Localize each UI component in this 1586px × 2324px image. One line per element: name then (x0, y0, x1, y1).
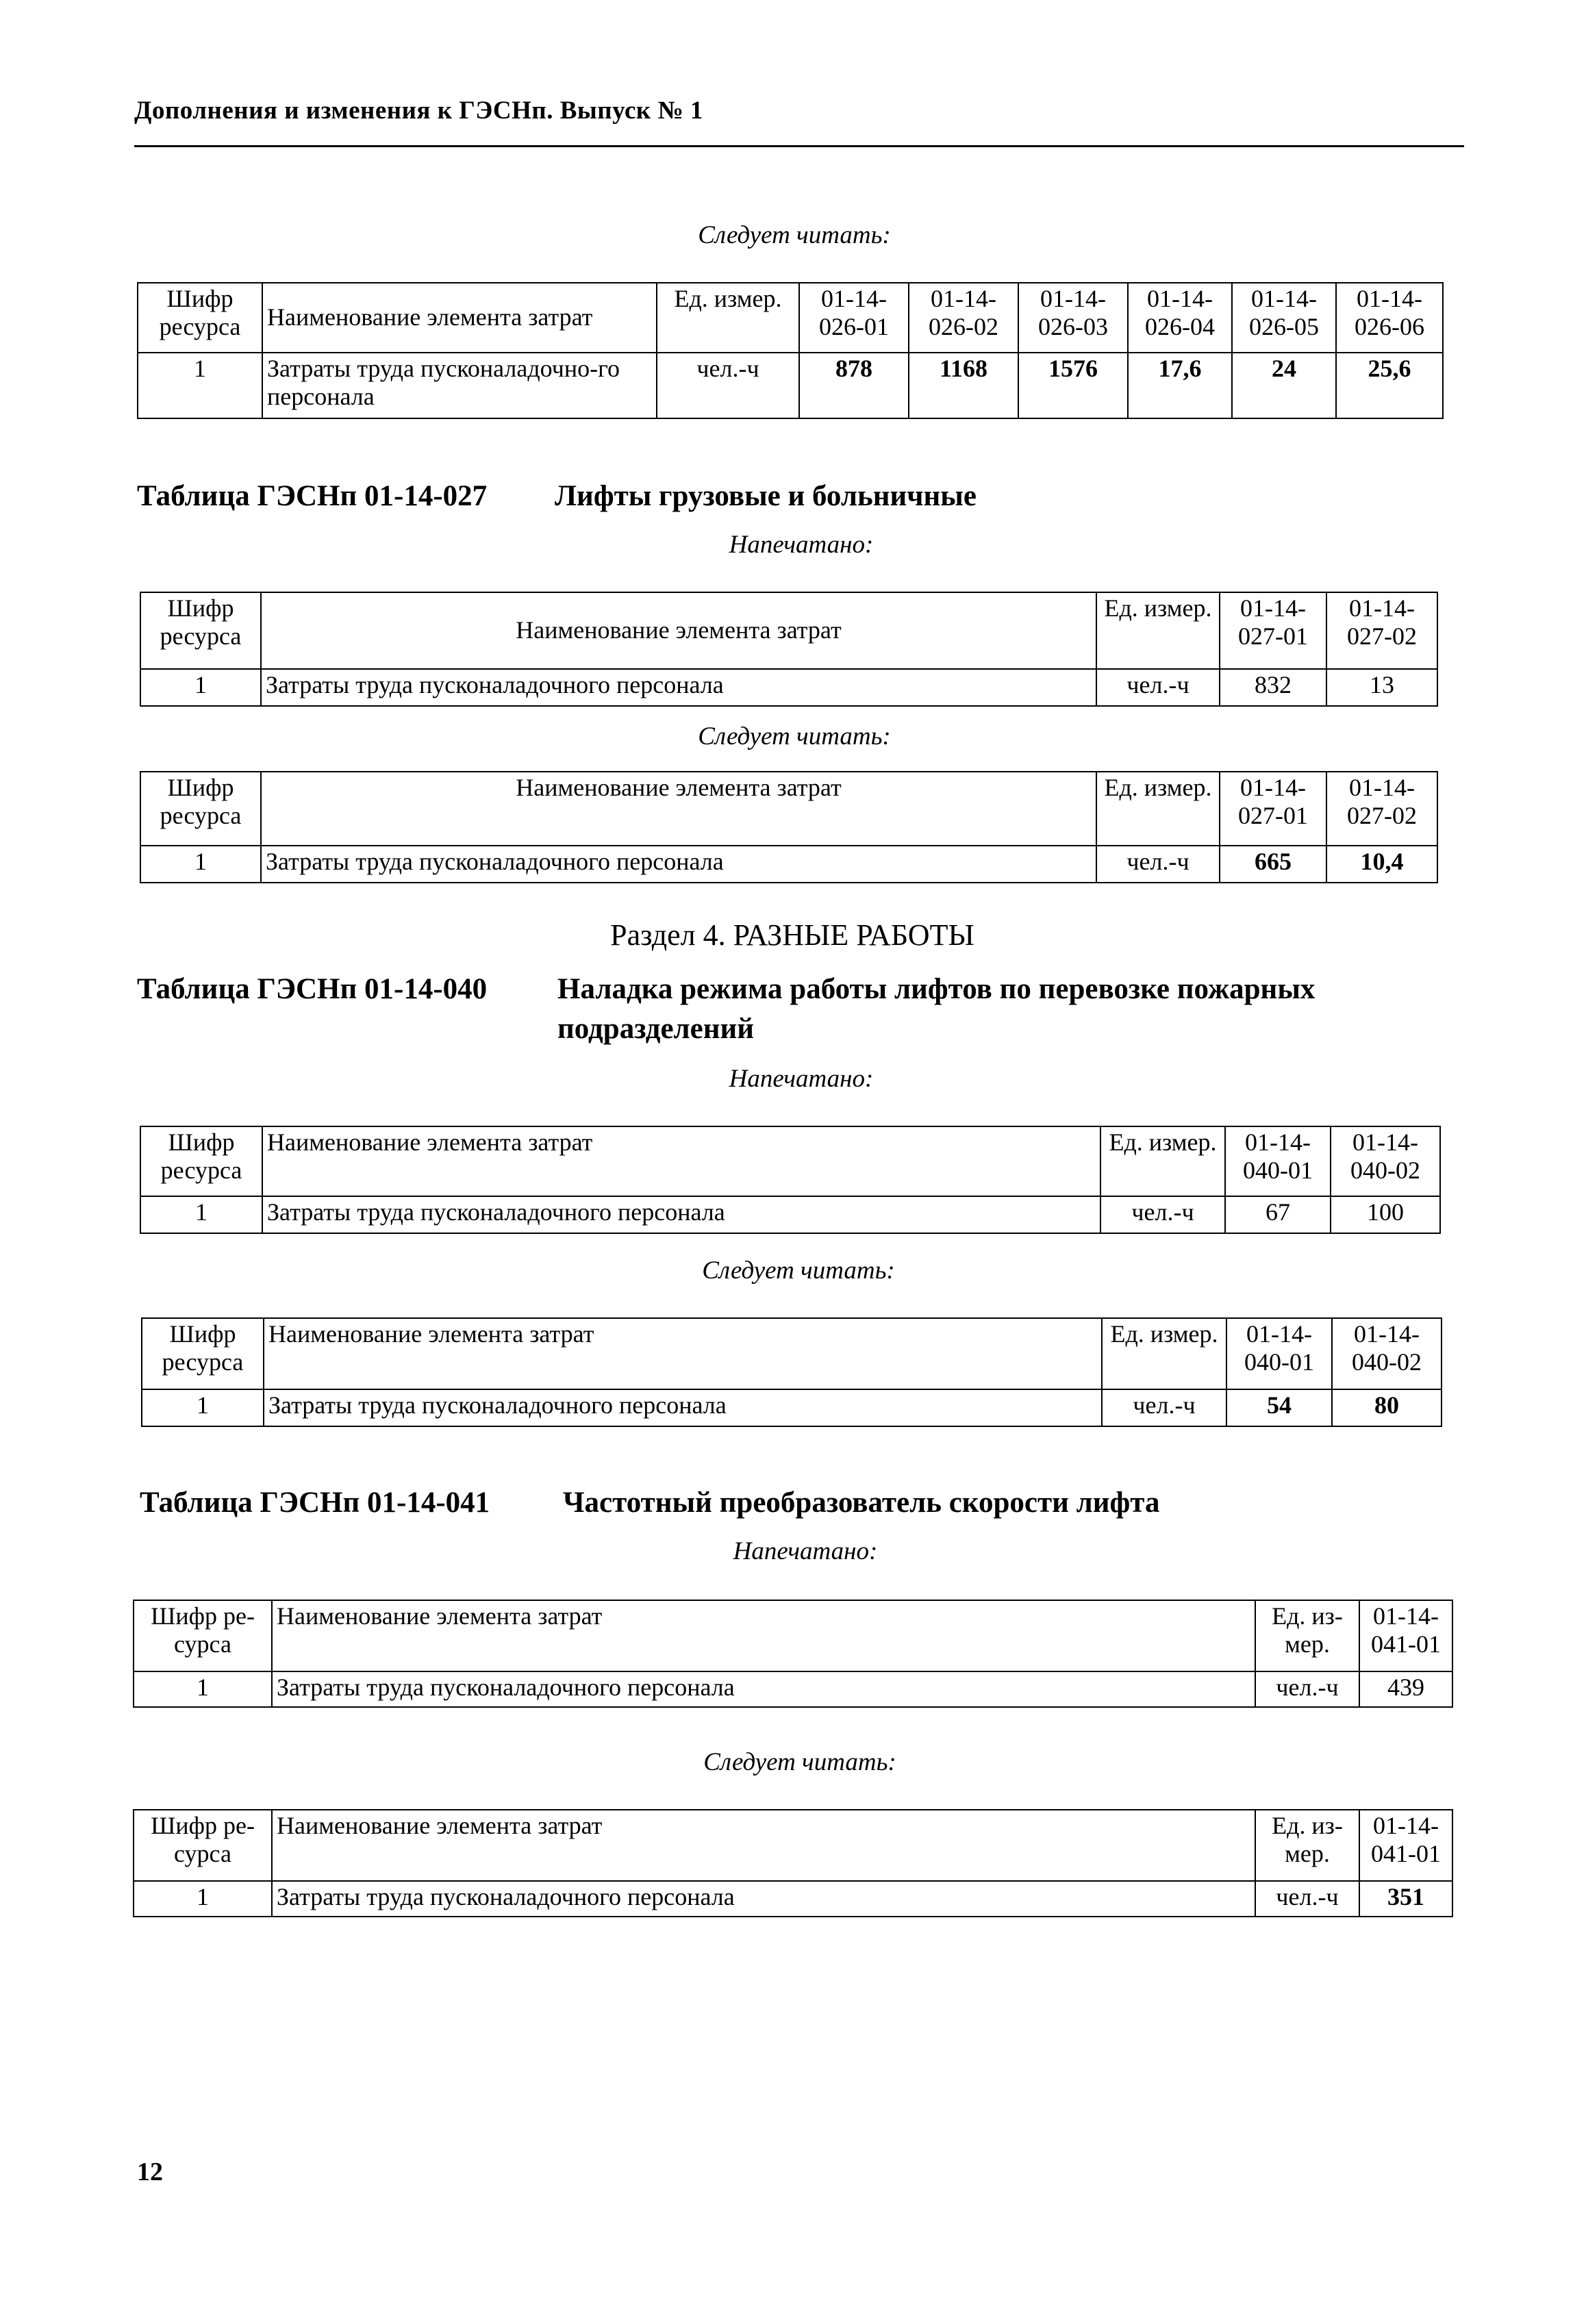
row-value: 80 (1332, 1389, 1442, 1426)
header-name: Наименование элемента затрат (264, 1318, 1102, 1389)
header-unit: Ед. измер. (1096, 772, 1220, 846)
row-name: Затраты труда пусконаладочного персонала (262, 1196, 1100, 1233)
table-row (140, 669, 1437, 706)
header-col: 01-14-040-01 (1226, 1318, 1332, 1389)
row-value: 17,6 (1128, 353, 1232, 418)
row-name: Затраты труда пусконаладочного персонала (264, 1389, 1102, 1426)
header-name: Наименование элемента затрат (261, 772, 1096, 846)
header-code: Шифр ресурса (140, 1126, 262, 1196)
header-col: 01-14-026-05 (1232, 283, 1336, 353)
table-040-printed (140, 1126, 1441, 1234)
header-col: 01-14-040-02 (1331, 1126, 1440, 1196)
row-name: Затраты труда пусконаладочно-го персонала (262, 353, 657, 418)
header-code: Шифр ресурса (140, 772, 261, 846)
table-027-printed (140, 592, 1438, 707)
header-col: 01-14-041-01 (1359, 1810, 1452, 1881)
table-row (138, 353, 1443, 418)
table-027-title: Лифты грузовые и больничные (555, 480, 977, 512)
header-col: 01-14-027-02 (1326, 592, 1437, 669)
caption-reads-041: Следует читать: (703, 1748, 896, 1776)
table-header-row (140, 592, 1437, 669)
header-name: Наименование элемента затрат (262, 283, 657, 353)
row-value: 100 (1331, 1196, 1440, 1233)
row-unit: чел.-ч (1096, 846, 1220, 883)
row-code: 1 (142, 1389, 264, 1426)
caption-printed-040: Напечатано: (729, 1065, 874, 1093)
header-unit: Ед. из-мер. (1255, 1810, 1359, 1881)
row-unit: чел.-ч (657, 353, 799, 418)
row-value: 54 (1226, 1389, 1332, 1426)
header-code: Шифр ре-сурса (134, 1600, 272, 1671)
header-unit: Ед. измер. (1100, 1126, 1225, 1196)
row-name: Затраты труда пусконаладочного персонала (261, 846, 1096, 883)
table-row (140, 846, 1437, 883)
row-unit: чел.-ч (1255, 1671, 1359, 1707)
row-value: 878 (799, 353, 909, 418)
header-code: Шифр ре-сурса (134, 1810, 272, 1881)
row-value: 25,6 (1336, 353, 1443, 418)
row-code: 1 (140, 846, 261, 883)
header-col: 01-14-026-04 (1128, 283, 1232, 353)
header-col: 01-14-026-01 (799, 283, 909, 353)
row-code: 1 (134, 1881, 272, 1917)
table-row (134, 1881, 1452, 1917)
row-value: 351 (1359, 1881, 1452, 1917)
header-unit: Ед. измер. (1102, 1318, 1226, 1389)
table-header-row (134, 1810, 1452, 1881)
row-value: 832 (1220, 669, 1326, 706)
header-col: 01-14-026-06 (1336, 283, 1443, 353)
header-col: 01-14-026-02 (909, 283, 1018, 353)
table-027-reads (140, 771, 1438, 883)
row-code: 1 (134, 1671, 272, 1707)
row-value: 24 (1232, 353, 1336, 418)
table-header-row (140, 1126, 1440, 1196)
table-header-row (140, 772, 1437, 846)
header-col: 01-14-027-01 (1220, 772, 1326, 846)
row-value: 67 (1225, 1196, 1331, 1233)
table-row (142, 1389, 1442, 1426)
row-value: 13 (1326, 669, 1437, 706)
header-code: Шифр ресурса (138, 283, 262, 353)
header-unit: Ед. измер. (657, 283, 799, 353)
header-unit: Ед. измер. (1096, 592, 1220, 669)
header-col: 01-14-027-01 (1220, 592, 1326, 669)
row-value: 1168 (909, 353, 1018, 418)
table-040-title-line2: подразделений (557, 1013, 755, 1045)
table-041-code: Таблица ГЭСНп 01-14-041 (140, 1487, 490, 1519)
row-name: Затраты труда пусконаладочного персонала (272, 1881, 1255, 1917)
table-040-title-line1: Наладка режима работы лифтов по перевозке пожарных (557, 973, 1316, 1005)
caption-reads-026: Следует читать: (698, 221, 891, 249)
header-name: Наименование элемента затрат (261, 592, 1096, 669)
table-041-reads (133, 1809, 1453, 1917)
row-unit: чел.-ч (1096, 669, 1220, 706)
header-col: 01-14-040-01 (1225, 1126, 1331, 1196)
header-col: 01-14-041-01 (1359, 1600, 1452, 1671)
table-041-title: Частотный преобразователь скорости лифта (563, 1487, 1160, 1519)
header-col: 01-14-027-02 (1326, 772, 1437, 846)
header-name: Наименование элемента затрат (272, 1810, 1255, 1881)
table-040-reads (141, 1317, 1442, 1427)
table-041-printed (133, 1600, 1453, 1708)
caption-reads-027: Следует читать: (698, 722, 891, 750)
header-rule (134, 145, 1464, 147)
table-040-code: Таблица ГЭСНп 01-14-040 (137, 973, 488, 1005)
table-row (134, 1671, 1452, 1707)
row-value: 439 (1359, 1671, 1452, 1707)
header-code: Шифр ресурса (140, 592, 261, 669)
header-col: 01-14-026-03 (1018, 283, 1128, 353)
row-value: 1576 (1018, 353, 1128, 418)
row-name: Затраты труда пусконаладочного персонала (272, 1671, 1255, 1707)
header-name: Наименование элемента затрат (262, 1126, 1100, 1196)
header-code: Шифр ресурса (142, 1318, 264, 1389)
table-026-reads (137, 282, 1444, 419)
table-header-row (142, 1318, 1442, 1389)
row-name: Затраты труда пусконаладочного персонала (261, 669, 1096, 706)
table-header-row (134, 1600, 1452, 1671)
header-name: Наименование элемента затрат (272, 1600, 1255, 1671)
row-unit: чел.-ч (1102, 1389, 1226, 1426)
row-value: 665 (1220, 846, 1326, 883)
running-header: Дополнения и изменения к ГЭСНп. Выпуск № 1 (134, 97, 703, 125)
caption-printed-027: Напечатано: (729, 531, 874, 559)
table-027-heading (137, 479, 487, 513)
row-unit: чел.-ч (1255, 1881, 1359, 1917)
row-code: 1 (138, 353, 262, 418)
row-unit: чел.-ч (1100, 1196, 1225, 1233)
table-row (140, 1196, 1440, 1233)
table-header-row (138, 283, 1443, 353)
caption-reads-040: Следует читать: (702, 1256, 895, 1285)
section-heading: Раздел 4. РАЗНЫЕ РАБОТЫ (610, 918, 974, 952)
row-code: 1 (140, 1196, 262, 1233)
row-value: 10,4 (1326, 846, 1437, 883)
row-code: 1 (140, 669, 261, 706)
header-col: 01-14-040-02 (1332, 1318, 1442, 1389)
table-027-code: Таблица ГЭСНп 01-14-027 (137, 480, 488, 512)
page-number: 12 (137, 2158, 163, 2186)
caption-printed-041: Напечатано: (733, 1537, 878, 1565)
header-unit: Ед. из-мер. (1255, 1600, 1359, 1671)
